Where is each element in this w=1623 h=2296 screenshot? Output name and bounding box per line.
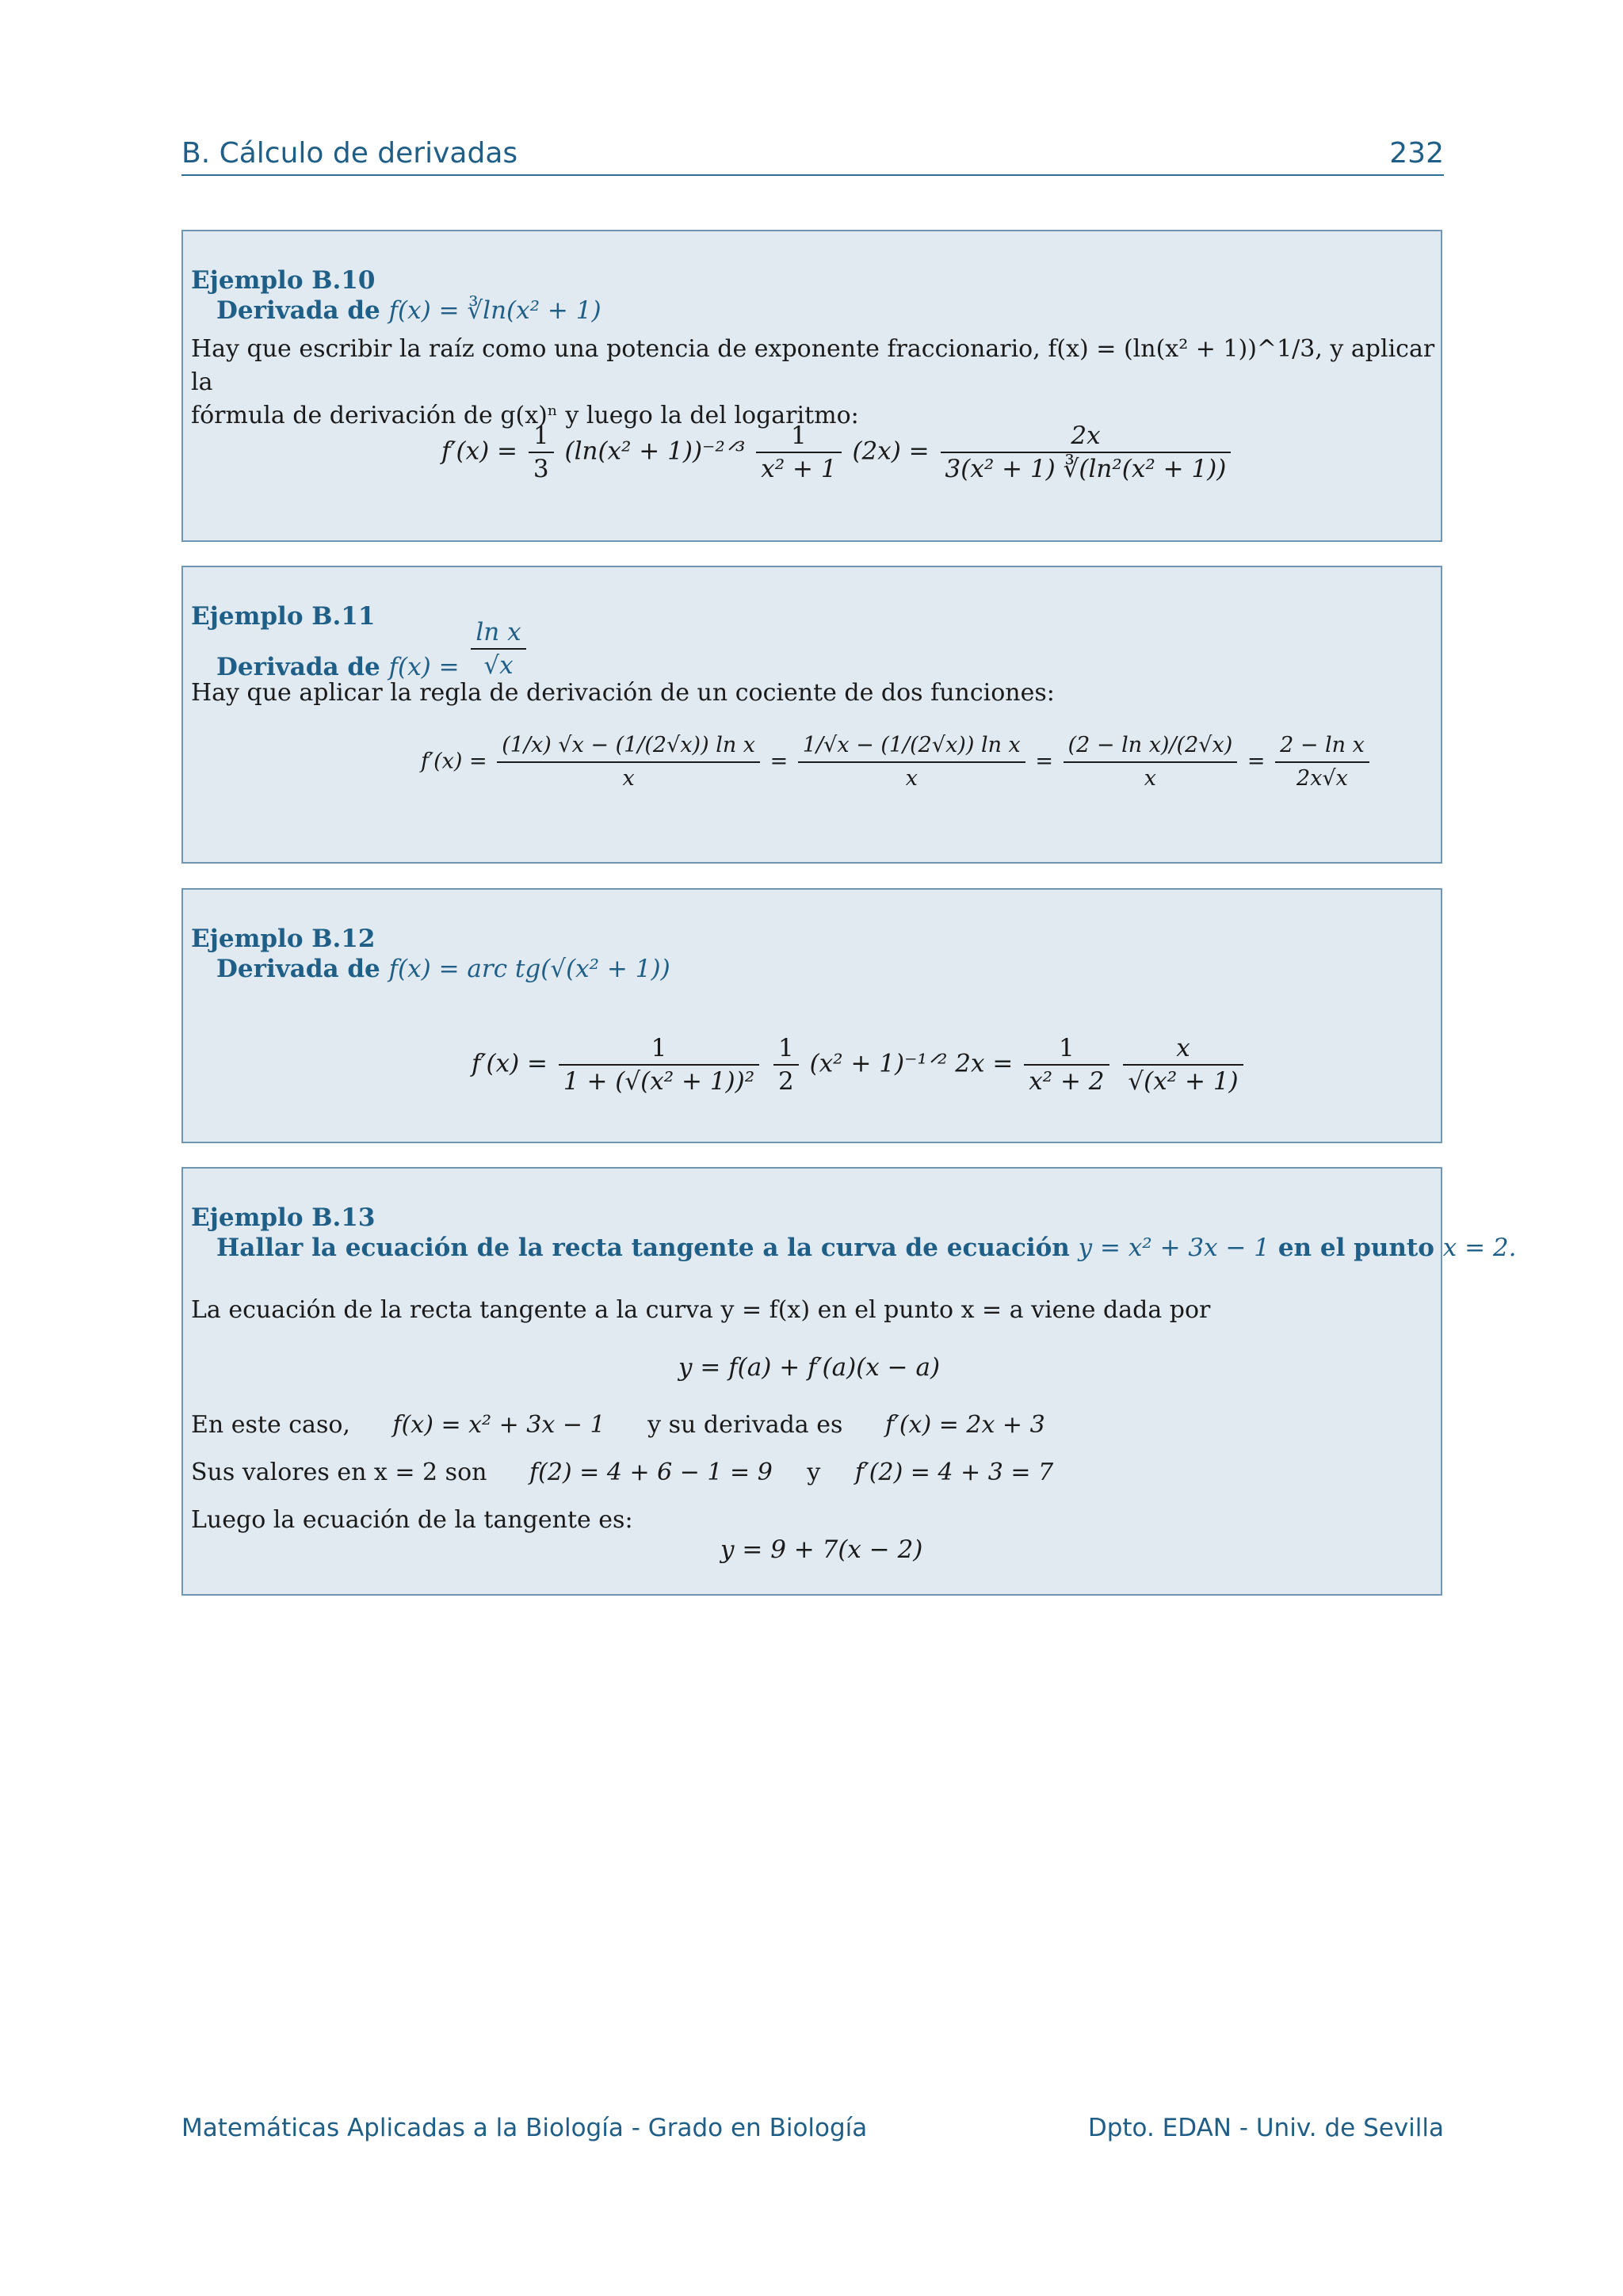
subtitle-math: f(x) = ∛ln(x² + 1) xyxy=(388,296,601,325)
fraction: $\frac{1}{3}$ xyxy=(529,420,554,485)
chapter-title: B. Cálculo de derivadas xyxy=(181,137,518,170)
fraction: $\frac{\text{(2 − ln x)/(2√x)}}{x}$ xyxy=(1064,730,1238,795)
tangent-formula: y = f(a) + f′(a)(x − a) xyxy=(678,1353,941,1382)
subtitle-math: f(x) = arc tg(√(x² + 1)) xyxy=(388,955,670,983)
derivative-equation: f′(x) = $\frac{1}{3}$ (ln(x² + 1))⁻²ᐟ³ $\frac{1}{\text{x² + 1}}$ (2x) = $\frac{2x}{\text{3(x² + 1) ∛(ln²(x² + 1))}}$ xyxy=(441,420,1234,485)
page-number: 232 xyxy=(1389,137,1444,170)
fraction: $\frac{\text{(1/x) √x − (1/(2√x)) ln x}}{x}$ xyxy=(497,730,760,795)
example-label: Ejemplo B.13 xyxy=(191,1203,376,1232)
example-subtitle: Hallar la ecuación de la recta tangente a la curva de ecuación y = x² + 3x − 1 en el punto x = 2. xyxy=(216,1234,1517,1262)
fraction: $\frac{\text{2 − ln x}}{2x√x}$ xyxy=(1275,730,1369,795)
text-line: La ecuación de la recta tangente a la curva y = f(x) en el punto x = a viene dada por xyxy=(191,1296,1211,1324)
footer-left: Matemáticas Aplicadas a la Biología - Grado en Biología xyxy=(181,2114,868,2142)
example-text xyxy=(191,333,1441,433)
example-text: Hay que aplicar la regla de derivación de un cociente de dos funciones: xyxy=(191,679,1055,707)
fraction: $\frac{x}{\text{√(x² + 1)}}$ xyxy=(1123,1032,1243,1097)
derivative-equation: f′(x) = $\frac{1}{\text{1 + (√(x² + 1))²}}$ $\frac{1}{2}$ (x² + 1)⁻¹ᐟ² 2x = $\frac{1}{\text{x² + 2}}$ $\frac{x}{\text{√(x² + 1)}}$ xyxy=(472,1032,1247,1097)
example-subtitle: Derivada de f(x) = arc tg(√(x² + 1)) xyxy=(216,955,670,983)
example-subtitle: Derivada de f(x) = ∛ln(x² + 1) xyxy=(216,296,601,325)
fraction: $\frac{1}{\text{x² + 2}}$ xyxy=(1024,1032,1109,1097)
derivative-equation: f′(x) = $\frac{\text{(1/x) √x − (1/(2√x)) ln x}}{x}$ = $\frac{\text{1/√x − (1/(2√x)) ln x}}{x}$ = $\frac{\text{(2 − ln x)/(2√x)}}{x}$ = $\frac{\text{2 − ln x}}{2x√x}$ xyxy=(421,730,1373,795)
example-label: Ejemplo B.11 xyxy=(191,602,376,631)
text-line: Sus valores en x = 2 son f(2) = 4 + 6 − 1 = 9 y f′(2) = 4 + 3 = 7 xyxy=(191,1459,1054,1486)
fraction: $\frac{2x}{\text{3(x² + 1) ∛(ln²(x² + 1))}}$ xyxy=(941,420,1232,485)
text-line: fórmula de derivación de g(x)ⁿ y luego la del logaritmo: xyxy=(191,402,859,429)
example-box-b12 xyxy=(181,888,1442,1143)
example-box-b13 xyxy=(181,1167,1517,1596)
text-line: Luego la ecuación de la tangente es: xyxy=(191,1506,633,1534)
text-line: En este caso, f(x) = x² + 3x − 1 y su derivada es f′(x) = 2x + 3 xyxy=(191,1411,1045,1439)
footer-right: Dpto. EDAN - Univ. de Sevilla xyxy=(1087,2114,1444,2142)
fraction: $\frac{1}{2}$ xyxy=(773,1032,799,1097)
example-subtitle: Derivada de f(x) = $\frac{\text{ln x}}{√x}$ xyxy=(216,616,529,681)
fraction: $\frac{\text{1/√x − (1/(2√x)) ln x}}{x}$ xyxy=(798,730,1025,795)
fraction: $\frac{1}{\text{x² + 1}}$ xyxy=(756,420,841,485)
fraction: $\frac{\text{ln x}}{√x}$ xyxy=(471,616,525,681)
page-header xyxy=(181,136,1444,176)
example-label: Ejemplo B.10 xyxy=(191,266,376,295)
example-box-b10 xyxy=(181,230,1442,542)
example-label: Ejemplo B.12 xyxy=(191,925,376,953)
fraction: $\frac{1}{\text{1 + (√(x² + 1))²}}$ xyxy=(559,1032,759,1097)
example-box-b11 xyxy=(181,566,1442,864)
text-line: Hay que escribir la raíz como una potencia de exponente fraccionario, f(x) = (ln(x² + 1))^1/3, y aplicar la xyxy=(191,335,1435,396)
tangent-equation: y = 9 + 7(x − 2) xyxy=(720,1535,923,1564)
